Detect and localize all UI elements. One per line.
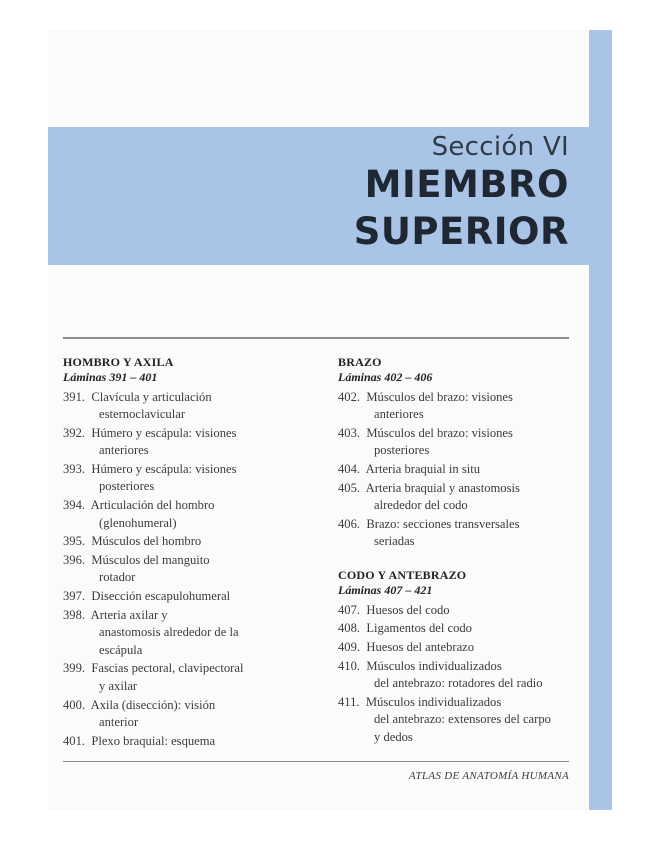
toc-entry [338, 389, 578, 424]
toc-entry-text: Arteria braquial y anastomosis [365, 480, 520, 495]
toc-entry-text: Músculos individualizados [366, 659, 502, 674]
toc-entry-text: Articulación del hombro [90, 498, 215, 513]
toc-entry [338, 658, 578, 693]
toc-entry-first-line [338, 639, 578, 656]
toc-entry-text: Clavícula y articulación [91, 390, 212, 404]
toc-entry-continuation: seriadas [374, 534, 415, 549]
toc-entry-text: Fascias pectoral, clavipectoral [91, 661, 244, 676]
toc-entry-continuation: rotador [99, 570, 136, 585]
toc-entry-first-line [338, 461, 578, 478]
toc-entry-text: Músculos del manguito [91, 553, 210, 568]
toc-entry-text: Disección escapulohumeral [91, 589, 231, 604]
top-rule [63, 337, 569, 339]
toc-entry-continuation: (glenohumeral) [99, 515, 177, 530]
group-title: HOMBRO Y AXILA [63, 355, 174, 369]
group-range: Láminas 407 – 421 [338, 582, 433, 597]
toc-entry-first-line [63, 733, 303, 750]
toc-entry [63, 461, 303, 496]
group-title: CODO Y ANTEBRAZO [338, 567, 467, 582]
toc-entry-continuation: del antebrazo: rotadores del radio [374, 676, 543, 691]
toc-entry-number: 392. [63, 426, 86, 441]
toc-entry-continuation: anteriores [374, 407, 424, 422]
toc-entry-first-line [338, 620, 578, 637]
toc-entry-number: 394. [63, 498, 86, 513]
toc-entry-first-line [338, 389, 578, 406]
toc-entry-continuation: posteriores [99, 479, 155, 494]
toc-entry-text: Huesos del antebrazo [366, 640, 475, 655]
right-column [338, 355, 578, 748]
toc-entry-continuation: escápula [99, 642, 143, 657]
toc-entry-first-line [338, 480, 578, 497]
toc-entry-first-line [63, 425, 303, 442]
toc-entry-number: 393. [63, 462, 86, 477]
toc-entry-continuation: y axilar [99, 678, 138, 693]
toc-entry-first-line [63, 533, 303, 550]
toc-entry [338, 425, 578, 460]
toc-entry-number: 403. [338, 426, 361, 441]
toc-entry-number: 395. [63, 534, 86, 549]
toc-entry-continuation: del antebrazo: extensores del carpo [374, 712, 551, 727]
toc-entry-number: 404. [338, 462, 361, 477]
group-codo-antebrazo [338, 568, 578, 746]
toc-entry-continuation: alrededor del codo [374, 498, 468, 513]
toc-entry-number: 402. [338, 390, 361, 404]
section-title-line-2: SUPERIOR [353, 210, 569, 253]
toc-entry-number: 409. [338, 640, 361, 655]
toc-entry [338, 639, 578, 656]
toc-entry-number: 408. [338, 621, 361, 636]
toc-entry [338, 516, 578, 551]
toc-entry-continuation: y dedos [374, 729, 413, 744]
toc-entry-number: 401. [63, 733, 86, 748]
toc-entry-first-line [63, 552, 303, 569]
toc-entry-text: Plexo braquial: esquema [91, 733, 216, 748]
toc-entry-number: 406. [338, 517, 361, 532]
toc-entry [338, 620, 578, 637]
toc-entry-text: Húmero y escápula: visiones [91, 462, 237, 477]
toc-entry [63, 533, 303, 550]
toc-entry-text: Ligamentos del codo [366, 621, 472, 636]
group-title: BRAZO [338, 355, 382, 369]
toc-entry-first-line [63, 497, 303, 514]
toc-entry-continuation: posteriores [374, 443, 430, 458]
toc-entry [63, 733, 303, 750]
toc-entry [63, 697, 303, 732]
toc-entry-continuation: anterior [99, 714, 139, 729]
toc-entry-number: 396. [63, 553, 86, 568]
toc-entry-first-line [338, 602, 578, 619]
toc-entry [338, 461, 578, 478]
group-range: Láminas 391 – 401 [63, 370, 158, 384]
running-footer: ATLAS DE ANATOMÍA HUMANA [408, 770, 569, 782]
toc-entry-first-line [63, 461, 303, 478]
toc-entry-number: 410. [338, 659, 361, 674]
toc-entry-number: 399. [63, 661, 86, 676]
toc-entry-first-line [338, 658, 578, 675]
toc-entry-number: 405. [338, 480, 361, 495]
toc-entry-first-line [338, 425, 578, 442]
toc-entry-first-line [63, 697, 303, 714]
left-column [63, 355, 303, 751]
entry-list [338, 389, 578, 551]
toc-entry [63, 607, 303, 659]
toc-entry [63, 552, 303, 587]
section-title [354, 161, 569, 255]
toc-entry [63, 425, 303, 460]
toc-entry-text: Músculos del hombro [91, 534, 202, 549]
toc-entry-first-line [338, 694, 578, 711]
toc-entry-text: Huesos del codo [366, 602, 450, 617]
entry-list [63, 389, 303, 750]
toc-entry-first-line [63, 660, 303, 677]
group-range: Láminas 402 – 406 [338, 370, 433, 384]
toc-entry-first-line [63, 588, 303, 605]
group-brazo [338, 355, 578, 551]
toc-entry-text: Músculos individualizados [365, 695, 502, 710]
toc-entry-text: Brazo: secciones transversales [366, 517, 520, 532]
toc-entry [63, 497, 303, 532]
toc-entry [63, 389, 303, 424]
section-number: Sección VI [431, 132, 569, 162]
toc-entry-first-line [63, 607, 303, 624]
toc-entry [338, 694, 578, 746]
toc-entry [338, 602, 578, 619]
toc-entry-continuation: esternoclavicular [99, 407, 186, 422]
toc-entry-text: Músculos del brazo: visiones [366, 390, 513, 404]
toc-entry-number: 391. [63, 390, 86, 404]
toc-entry-number: 398. [63, 608, 86, 623]
toc-entry-number: 397. [63, 589, 86, 604]
toc-entry-first-line [338, 516, 578, 533]
toc-entry-text: Axila (disección): visión [90, 697, 216, 712]
entry-list [338, 602, 578, 746]
toc-entry-continuation: anastomosis alrededor de la [99, 625, 239, 640]
toc-entry [63, 660, 303, 695]
toc-entry-first-line [63, 389, 303, 406]
toc-entry [338, 480, 578, 515]
toc-entry-number: 407. [338, 602, 361, 617]
toc-entry-text: Arteria braquial in situ [365, 462, 481, 477]
toc-entry-number: 411. [338, 695, 360, 710]
toc-entry-text: Húmero y escápula: visiones [91, 426, 237, 441]
toc-entry-text: Arteria axilar y [90, 608, 168, 623]
toc-entry-continuation: anteriores [99, 443, 149, 458]
toc-entry-text: Músculos del brazo: visiones [366, 426, 513, 441]
toc-entry-number: 400. [63, 697, 86, 712]
bottom-rule [63, 761, 569, 762]
toc-entry [63, 588, 303, 605]
section-title-line-1: MIEMBRO [364, 163, 569, 206]
